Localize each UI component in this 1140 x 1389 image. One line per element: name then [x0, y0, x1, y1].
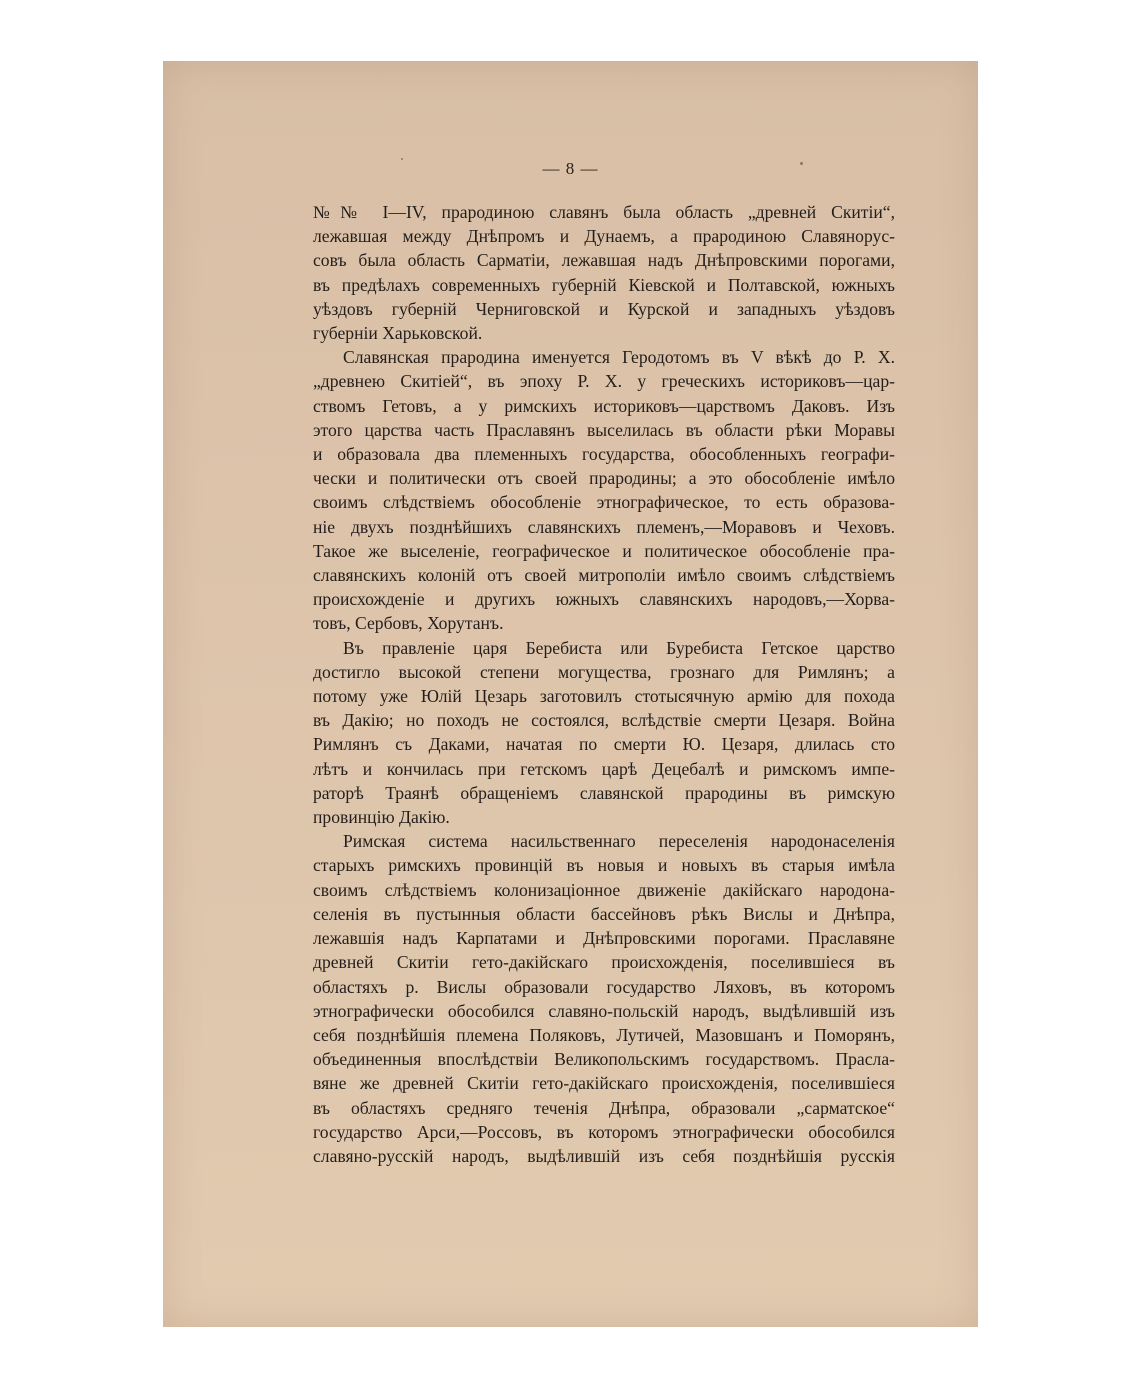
paper-speck: [800, 162, 803, 165]
text-line: себя позднѣйшія племена Поляковъ, Лутичей, Мазовшанъ и Поморянъ,: [313, 1024, 895, 1045]
text-line: своимъ слѣдствіемъ колонизаціонное движеніе дакійскаго народона-: [313, 879, 895, 900]
paper-speck: [401, 158, 403, 160]
text-line: государство Арси,—Россовъ, въ которомъ этнографически обособился: [313, 1121, 895, 1142]
text-line: „древнею Скитіей“, въ эпоху Р. Х. у греческихъ историковъ—цар-: [313, 371, 895, 392]
text-line: своимъ слѣдствіемъ обособленіе этнографическое, то есть образова-: [313, 492, 895, 513]
text-line: ніе двухъ позднѣйшихъ славянскихъ племенъ,—Моравовъ и Чеховъ.: [313, 516, 895, 537]
text-line: ствомъ Гетовъ, а у римскихъ историковъ—царствомъ Даковъ. Изъ: [313, 395, 895, 416]
text-line: вяне же древней Скитіи гето-дакійскаго происхожденія, поселившіеся: [313, 1073, 895, 1094]
text-line: лежавшія надъ Карпатами и Днѣпровскими порогами. Праславяне: [313, 928, 895, 949]
text-line: товъ, Сербовъ, Хорутанъ.: [313, 613, 504, 634]
text-line: въ Дакію; но походъ не состоялся, вслѣдствіе смерти Цезаря. Война: [313, 710, 895, 731]
book-page: [163, 61, 978, 1327]
page-number: — 8 —: [542, 159, 599, 178]
text-line: уѣздовъ губерній Черниговской и Курской и западныхъ уѣздовъ: [313, 298, 895, 319]
text-line: Такое же выселеніе, географическое и политическое обособленіе пра-: [313, 540, 895, 561]
text-line: потому уже Юлій Цезарь заготовилъ стотысячную армію для похода: [313, 686, 895, 707]
text-line: славянскихъ колоній отъ своей митрополіи имѣло своимъ слѣдствіемъ: [313, 565, 895, 586]
text-line: славяно-русскій народъ, выдѣлившій изъ себя позднѣйшія русскія: [313, 1145, 895, 1166]
text-line: Римская система насильственнаго переселенія народонаселенія: [343, 831, 895, 852]
text-line: этого царства часть Праславянъ выселилась въ области рѣки Моравы: [313, 419, 895, 440]
text-line: въ областяхъ средняго теченія Днѣпра, образовали „сарматское“: [313, 1097, 895, 1118]
text-line: лежавшая между Днѣпромъ и Дунаемъ, а прародиною Славянорус-: [313, 226, 895, 247]
text-line: Въ правленіе царя Беребиста или Буребиста Гетское царство: [343, 637, 895, 658]
text-line: лѣтъ и кончилась при гетскомъ царѣ Децебалѣ и римскомъ импе-: [313, 758, 895, 779]
text-line: старыхъ римскихъ провинцій въ новыя и новыхъ въ старыя имѣла: [313, 855, 895, 876]
text-line: селенія въ пустынныя области бассейновъ рѣкъ Вислы и Днѣпра,: [313, 903, 895, 924]
text-line: раторѣ Траянѣ обращеніемъ славянской прародины въ римскую: [313, 782, 895, 803]
text-line: этнографически обособился славяно-польскій народъ, выдѣлившій изъ: [313, 1000, 895, 1021]
text-line: объединенныя впослѣдствіи Великопольскимъ государствомъ. Прасла-: [313, 1049, 895, 1070]
text-line: провинцію Дакію.: [313, 807, 450, 828]
text-line: чески и политически отъ своей прародины; а это обособленіе имѣло: [313, 468, 895, 489]
text-line: областяхъ р. Вислы образовали государство Ляховъ, въ которомъ: [313, 976, 895, 997]
text-line: въ предѣлахъ современныхъ губерній Кіевской и Полтавской, южныхъ: [313, 274, 895, 295]
text-line: Славянская прародина именуется Геродотомъ въ V вѣкѣ до Р. Х.: [343, 347, 895, 368]
text-line: губерніи Харьковской.: [313, 323, 483, 344]
text-line: древней Скитіи гето-дакійскаго происхожденія, поселившіеся въ: [313, 952, 895, 973]
body-text: [313, 200, 895, 1168]
text-line: Римлянъ съ Даками, начатая по смерти Ю. Цезаря, длилась сто: [313, 734, 895, 755]
text-line: происхожденіе и другихъ южныхъ славянскихъ народовъ,—Хорва-: [313, 589, 895, 610]
text-line: и образовала два племенныхъ государства, обособленныхъ географи-: [313, 444, 895, 465]
text-line: совъ была область Сарматіи, лежавшая надъ Днѣпровскими порогами,: [313, 250, 895, 271]
text-line: достигло высокой степени могущества, грознаго для Римлянъ; а: [313, 661, 895, 682]
text-line: №№ I—IV, прародиною славянъ была область „древней Скитіи“,: [313, 202, 895, 222]
